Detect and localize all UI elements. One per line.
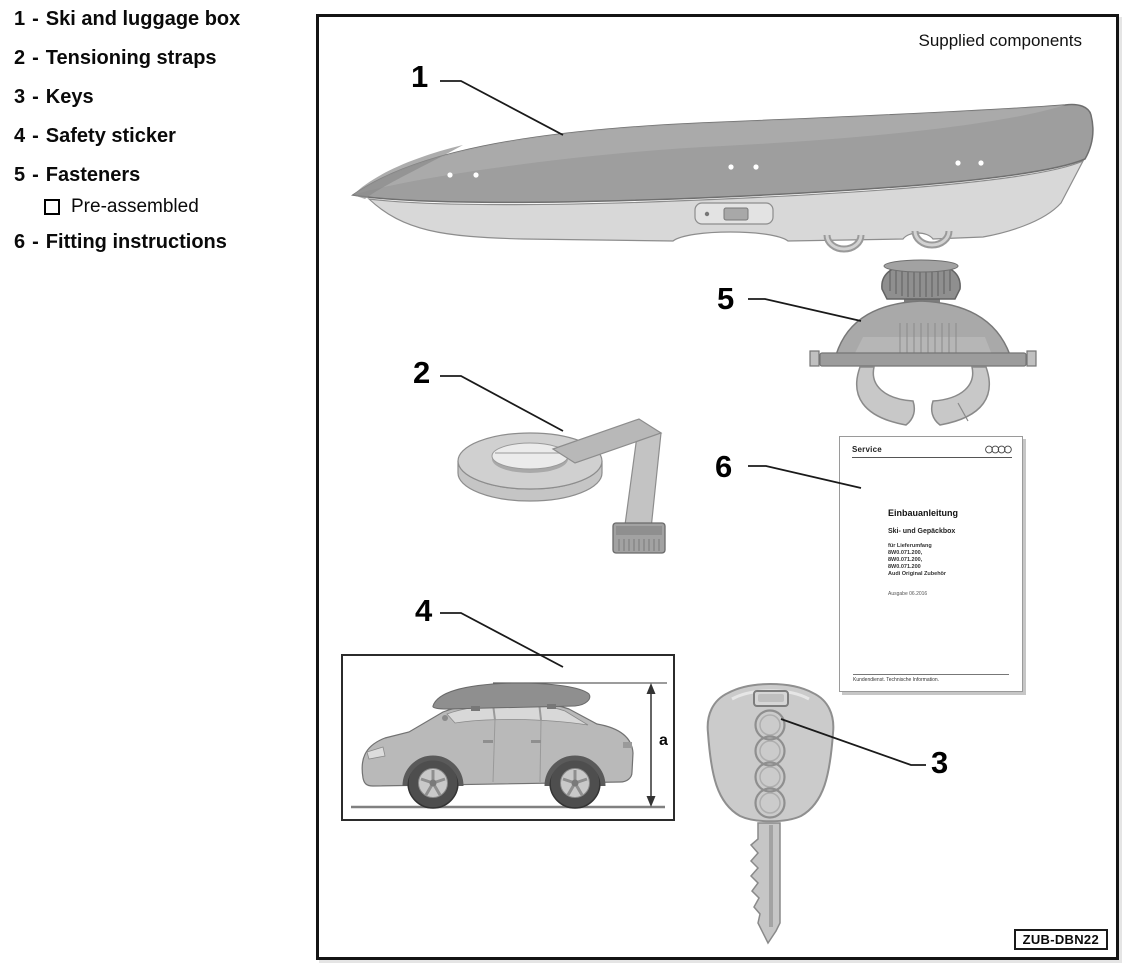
audi-rings-icon <box>985 445 1012 454</box>
roofbox-lock-handle <box>695 203 773 224</box>
booklet-edition: Ausgabe 06.2016 <box>888 591 928 597</box>
booklet-body <box>888 508 1014 597</box>
callout-1: 1 <box>411 59 429 94</box>
fastener-illustration <box>808 253 1038 433</box>
booklet-title: Einbauanleitung <box>888 508 959 518</box>
legend-subitem-preassembled <box>44 195 309 219</box>
strap-buckle <box>613 523 665 553</box>
legend-label: Fitting instructions <box>45 231 227 253</box>
booklet-line: Audi Original Zubehör <box>888 571 947 577</box>
legend-item-6 <box>14 229 309 255</box>
legend-num: 2 <box>14 47 26 69</box>
booklet-line: 8W0.071.200, <box>888 550 923 556</box>
safety-sticker-illustration <box>341 654 675 821</box>
checkbox-icon <box>44 199 60 215</box>
callout-4: 4 <box>415 593 433 628</box>
legend-separator: - <box>32 86 39 108</box>
booklet-subtitle: Ski- und Gepäckbox <box>888 528 956 535</box>
legend-separator: - <box>32 164 39 186</box>
booklet-illustration <box>839 436 1023 692</box>
legend-sub-label: Pre-assembled <box>71 196 199 217</box>
legend-separator: - <box>32 125 39 147</box>
legend-label: Ski and luggage box <box>45 8 241 30</box>
dimension-label: a <box>659 732 668 749</box>
legend-num: 1 <box>14 8 26 30</box>
legend-item-5 <box>14 162 309 188</box>
callout-2: 2 <box>413 355 431 390</box>
diagram-title: Supplied components <box>918 31 1082 50</box>
legend-separator: - <box>32 8 39 30</box>
legend-label: Keys <box>45 86 94 108</box>
booklet-line: für Lieferumfang <box>888 543 932 549</box>
legend-separator: - <box>32 47 39 69</box>
legend-item-4 <box>14 123 309 149</box>
roof-box-illustration <box>343 83 1103 258</box>
legend-label: Tensioning straps <box>45 47 217 69</box>
strap-illustration <box>453 411 678 561</box>
booklet-line: 8W0.071.200, <box>888 557 923 563</box>
car-with-roofbox-drawing <box>343 656 673 819</box>
booklet-line: 8W0.071.200 <box>888 564 921 570</box>
diagram-frame <box>316 14 1119 960</box>
legend-num: 5 <box>14 164 26 186</box>
legend-item-2 <box>14 45 309 71</box>
booklet-header-label: Service <box>852 445 882 454</box>
key-illustration <box>698 675 843 960</box>
legend-label: Safety sticker <box>45 125 176 147</box>
legend-separator: - <box>32 231 39 253</box>
booklet-header <box>852 445 1012 458</box>
figure-code-label: ZUB-DBN22 <box>1014 929 1108 950</box>
booklet-footer: Kundendienst. Technische Information. <box>853 674 1009 683</box>
callout-5: 5 <box>717 281 735 316</box>
legend <box>14 6 309 268</box>
legend-num: 4 <box>14 125 26 147</box>
callout-6: 6 <box>715 449 733 484</box>
legend-num: 6 <box>14 231 26 253</box>
legend-item-1 <box>14 6 309 32</box>
legend-num: 3 <box>14 86 26 108</box>
legend-label: Fasteners <box>45 164 141 186</box>
legend-item-3 <box>14 84 309 110</box>
car-roof-box <box>433 683 590 711</box>
callout-3: 3 <box>931 745 949 780</box>
